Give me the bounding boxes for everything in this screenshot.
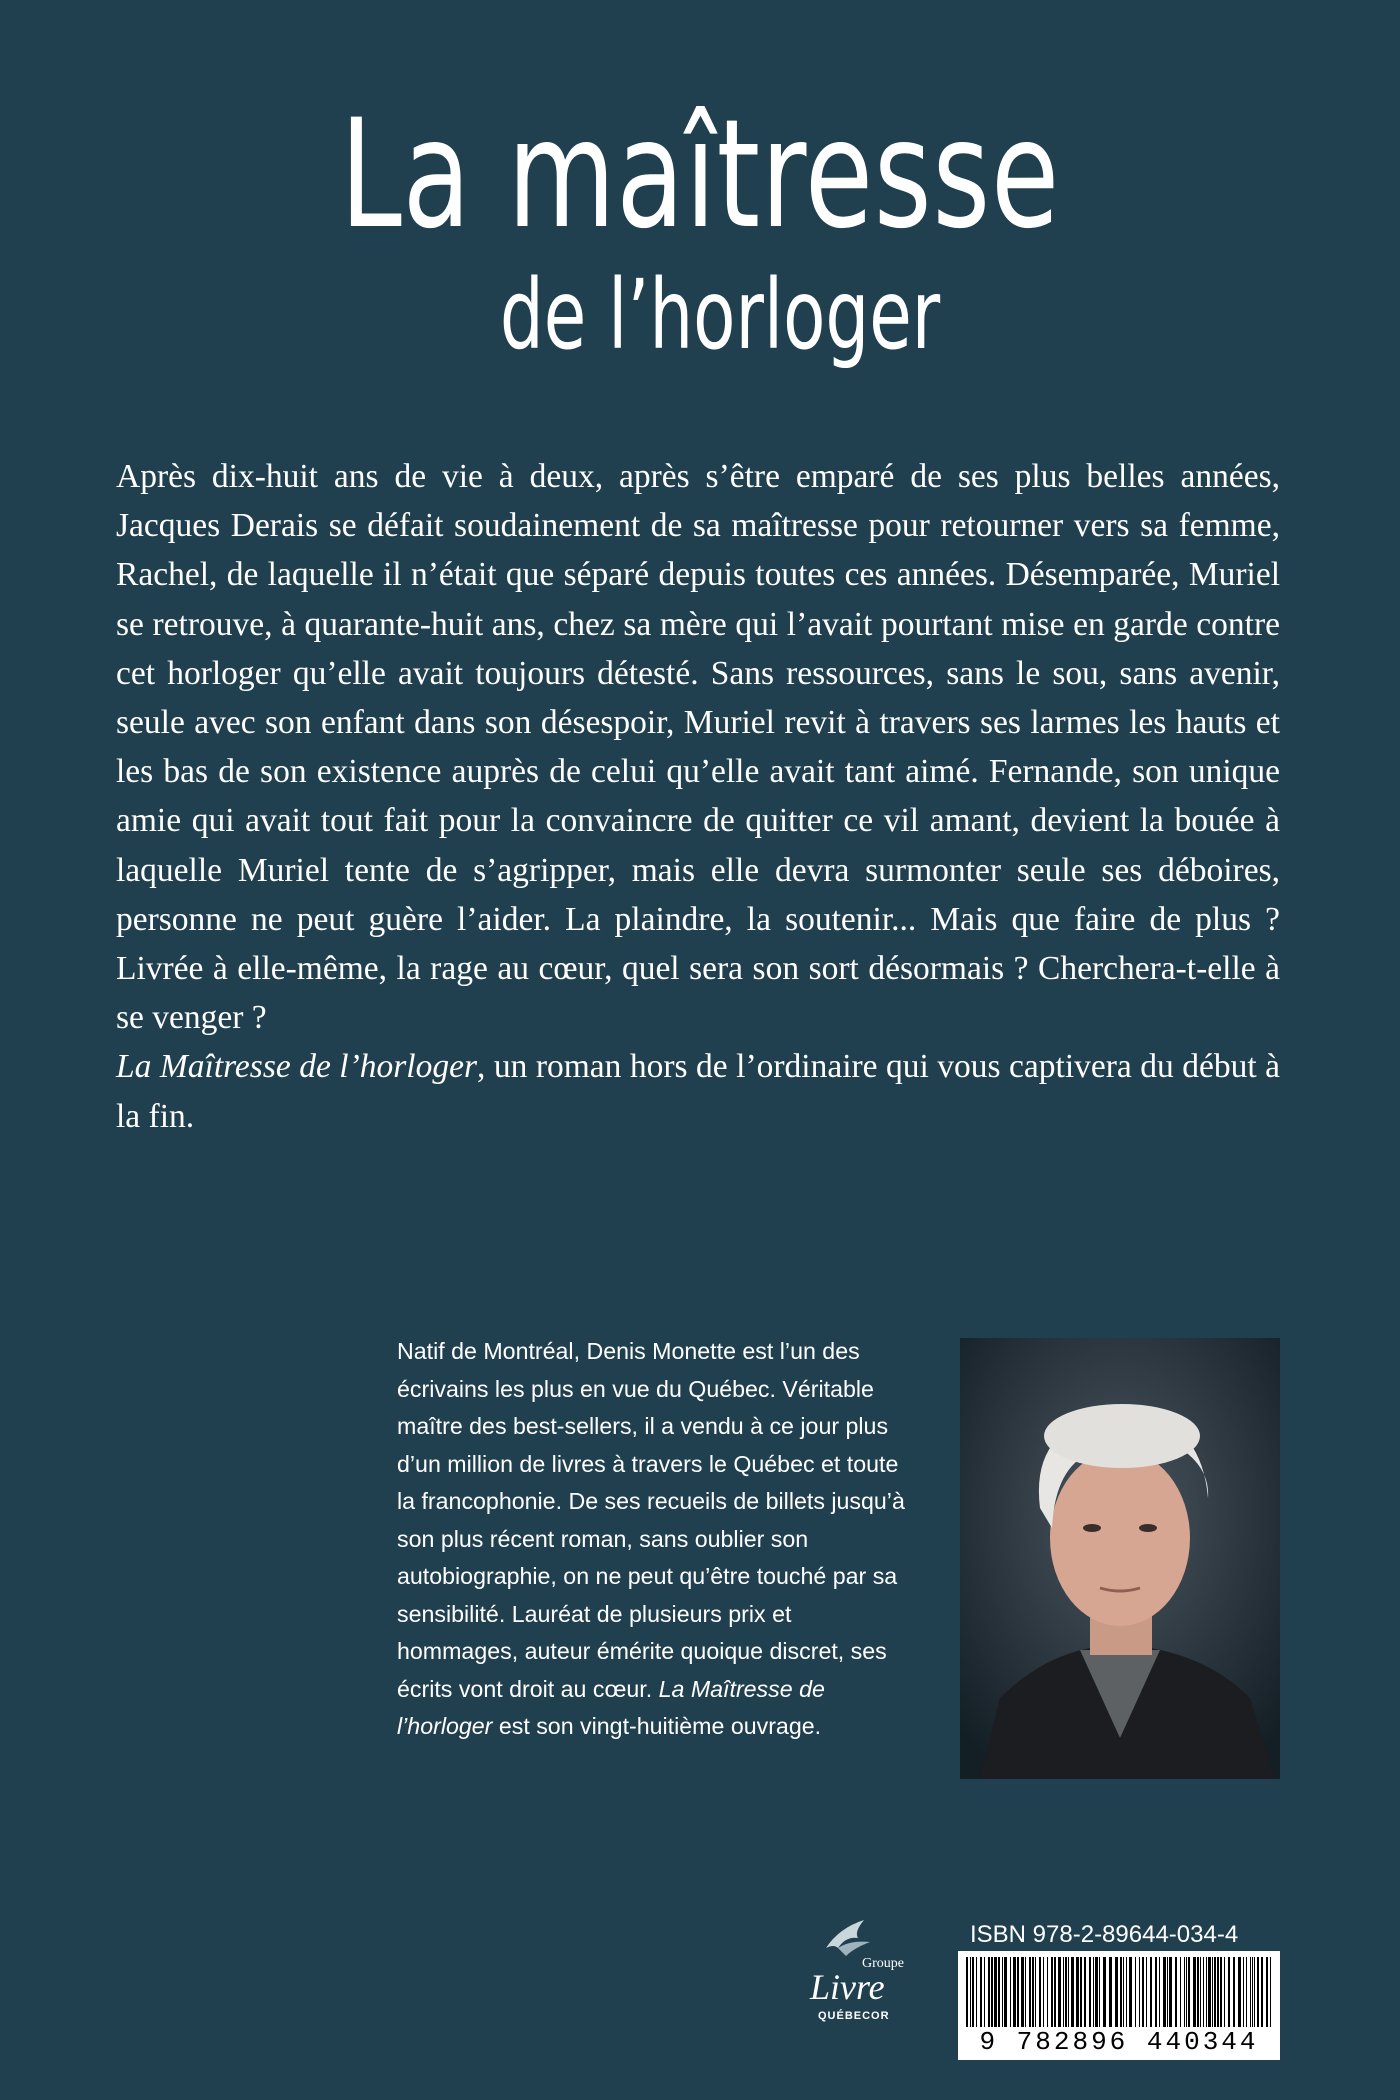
blurb-text: Après dix-huit ans de vie à deux, après s’être emparé de ses plus belles années, Jacques Derais se défait soudainement de sa maîtresse pour retourner vers sa femme, Rachel, de laquelle il n’était que séparé depuis toutes ces années. Désemparée, Muriel se retrouve, à quarante-huit ans, chez sa mère qui l’avait pourtant mise en garde contre cet horloger qu’elle avait toujours détesté. Sans ressources, sans le sou, sans avenir, seule avec son enfant dans son désespoir, Muriel revit à travers ses larmes les hauts et les bas de son existence auprès de celui qu’elle avait tant aimé. Fernande, son unique amie qui avait tout fait pour la convaincre de quitter ce vil amant, devient la bouée à laquelle Muriel tente de s’agripper, mais elle devra surmonter seule ses déboires, personne ne peut guère l’aider. La plaindre, la soutenir... Mais que faire de plus ? Livrée à elle-même, la rage au cœur, quel sera son sort désormais ? Cherchera-t-elle à se venger ? <box>116 458 1280 1037</box>
barcode-bar <box>1163 1957 1166 2027</box>
blurb-book-title: La Maîtresse de l’horloger <box>116 1048 478 1086</box>
barcode-bar <box>1217 1957 1219 2027</box>
barcode-bar <box>1065 1957 1067 2027</box>
barcode-bar <box>1159 1957 1160 2027</box>
barcode-bar <box>994 1957 997 2027</box>
barcode-bar <box>1017 1957 1019 2027</box>
barcode-bar <box>1228 1957 1230 2027</box>
barcode-bar <box>1099 1957 1100 2027</box>
isbn-label: ISBN 978-2-89644-034-4 <box>970 1921 1239 1948</box>
barcode-bar <box>1200 1957 1201 2027</box>
barcode-bar <box>1054 1957 1056 2027</box>
barcode-bar <box>972 1957 974 2027</box>
barcode-bar <box>1246 1957 1247 2027</box>
barcode-bar <box>1254 1957 1255 2027</box>
barcode-bar <box>1270 1957 1271 2027</box>
barcode-bar <box>1155 1957 1157 2027</box>
barcode-bar <box>1025 1957 1026 2027</box>
barcode-bar <box>970 1957 971 2027</box>
barcode-bar <box>984 1957 985 2027</box>
bio-book-title: La Maîtresse de l’horloger <box>397 1675 825 1739</box>
book-blurb <box>116 452 1280 1141</box>
bird-icon <box>824 1918 874 1958</box>
book-title <box>0 90 1400 370</box>
barcode-bar <box>1169 1957 1172 2027</box>
barcode-bar <box>1203 1957 1204 2027</box>
barcode-bar <box>1261 1957 1263 2027</box>
barcode-digits: 9 782896 440344 <box>979 2027 1259 2057</box>
barcode-bar <box>1029 1957 1031 2027</box>
barcode-bar <box>1109 1957 1112 2027</box>
barcode-bar <box>1115 1957 1118 2027</box>
barcode-bar <box>1021 1957 1024 2027</box>
barcode-bar <box>1197 1957 1199 2027</box>
barcode-bar <box>1252 1957 1253 2027</box>
bio-text: Natif de Montréal, Denis Monette est l’un des écrivains les plus en vue du Québec. Véritable maître des best-sellers, il a vendu à ce jour plus d’un million de livres à travers le Québec et toute la francophonie. De ses recueils de billets jusqu’à son plus récent roman, sans oublier son autobiographie, on ne peut qu’être touché par sa sensibilité. Lauréat de plusieurs prix et hommages, auteur émérite quoique discret, ses écrits vont droit au cœur. <box>397 1338 905 1702</box>
barcode-bar <box>1004 1957 1007 2027</box>
barcode-bar <box>1103 1957 1106 2027</box>
barcode-bar <box>991 1957 993 2027</box>
barcode-bar <box>1043 1957 1044 2027</box>
barcode-bar <box>1238 1957 1241 2027</box>
barcode-bar <box>980 1957 982 2027</box>
barcode-bar <box>1175 1957 1177 2027</box>
barcode-bar <box>1208 1957 1211 2027</box>
title-subtitle: de l’horloger <box>499 259 941 371</box>
barcode-bar <box>1184 1957 1185 2027</box>
barcode-bar <box>1076 1957 1079 2027</box>
barcode-bar <box>1047 1957 1048 2027</box>
barcode-bar <box>1266 1957 1268 2027</box>
barcode-bar <box>1063 1957 1064 2027</box>
logo-quebecor: QUÉBECOR <box>818 2010 890 2022</box>
barcode-bar <box>1180 1957 1181 2027</box>
barcode-bar <box>1095 1957 1098 2027</box>
title-main: La maîtresse <box>340 88 1060 262</box>
barcode-bar <box>1206 1957 1207 2027</box>
barcode-bar <box>1243 1957 1244 2027</box>
barcode-bar <box>1032 1957 1034 2027</box>
barcode-bar <box>1051 1957 1053 2027</box>
barcode-bar <box>1135 1957 1136 2027</box>
barcode-bar <box>1220 1957 1222 2027</box>
bio-closing: est son vingt-huitième ouvrage. <box>492 1713 822 1739</box>
barcode-bar <box>1084 1957 1086 2027</box>
barcode-bar <box>1080 1957 1082 2027</box>
blurb-closing: , un roman hors de l’ordinaire qui vous captivera du début à la fin. <box>116 1048 1281 1135</box>
barcode-bar <box>1123 1957 1124 2027</box>
author-portrait-icon <box>960 1338 1280 1779</box>
author-bio <box>397 1333 917 1746</box>
barcode-bar <box>1212 1957 1213 2027</box>
barcode-bar <box>1146 1957 1147 2027</box>
barcode-bar <box>1250 1957 1251 2027</box>
barcode-bar <box>1010 1957 1011 2027</box>
barcode-bar <box>966 1957 968 2027</box>
barcode-bar <box>1068 1957 1069 2027</box>
barcode-bar <box>1224 1957 1225 2027</box>
barcode-bar <box>1167 1957 1168 2027</box>
barcode-bar <box>1013 1957 1016 2027</box>
barcode-bar <box>976 1957 977 2027</box>
barcode-bar <box>1214 1957 1216 2027</box>
barcode-bar <box>1126 1957 1127 2027</box>
barcode-bar <box>998 1957 1000 2027</box>
barcode-bar <box>1120 1957 1122 2027</box>
barcode-bar <box>1039 1957 1041 2027</box>
barcode-bar <box>1188 1957 1190 2027</box>
barcode-bar <box>1193 1957 1196 2027</box>
barcode-bar <box>1142 1957 1144 2027</box>
barcode-bar <box>1186 1957 1187 2027</box>
barcode-bar <box>1139 1957 1140 2027</box>
barcode-bar <box>1058 1957 1061 2027</box>
barcode-bar <box>1035 1957 1036 2027</box>
author-photo <box>960 1338 1280 1779</box>
barcode-bar <box>1129 1957 1132 2027</box>
barcode-bar <box>1093 1957 1094 2027</box>
barcode-bar <box>1233 1957 1235 2027</box>
publisher-logo <box>800 1918 910 2038</box>
barcode-bar <box>1071 1957 1074 2027</box>
barcode-bar <box>1257 1957 1259 2027</box>
barcode <box>958 1951 1280 2060</box>
logo-livre: Livre <box>810 1967 885 2007</box>
barcode-bar <box>1089 1957 1091 2027</box>
barcode-bar <box>988 1957 990 2027</box>
logo-groupe: Groupe <box>862 1956 904 1971</box>
barcode-bar <box>1002 1957 1003 2027</box>
barcode-bar <box>1150 1957 1152 2027</box>
